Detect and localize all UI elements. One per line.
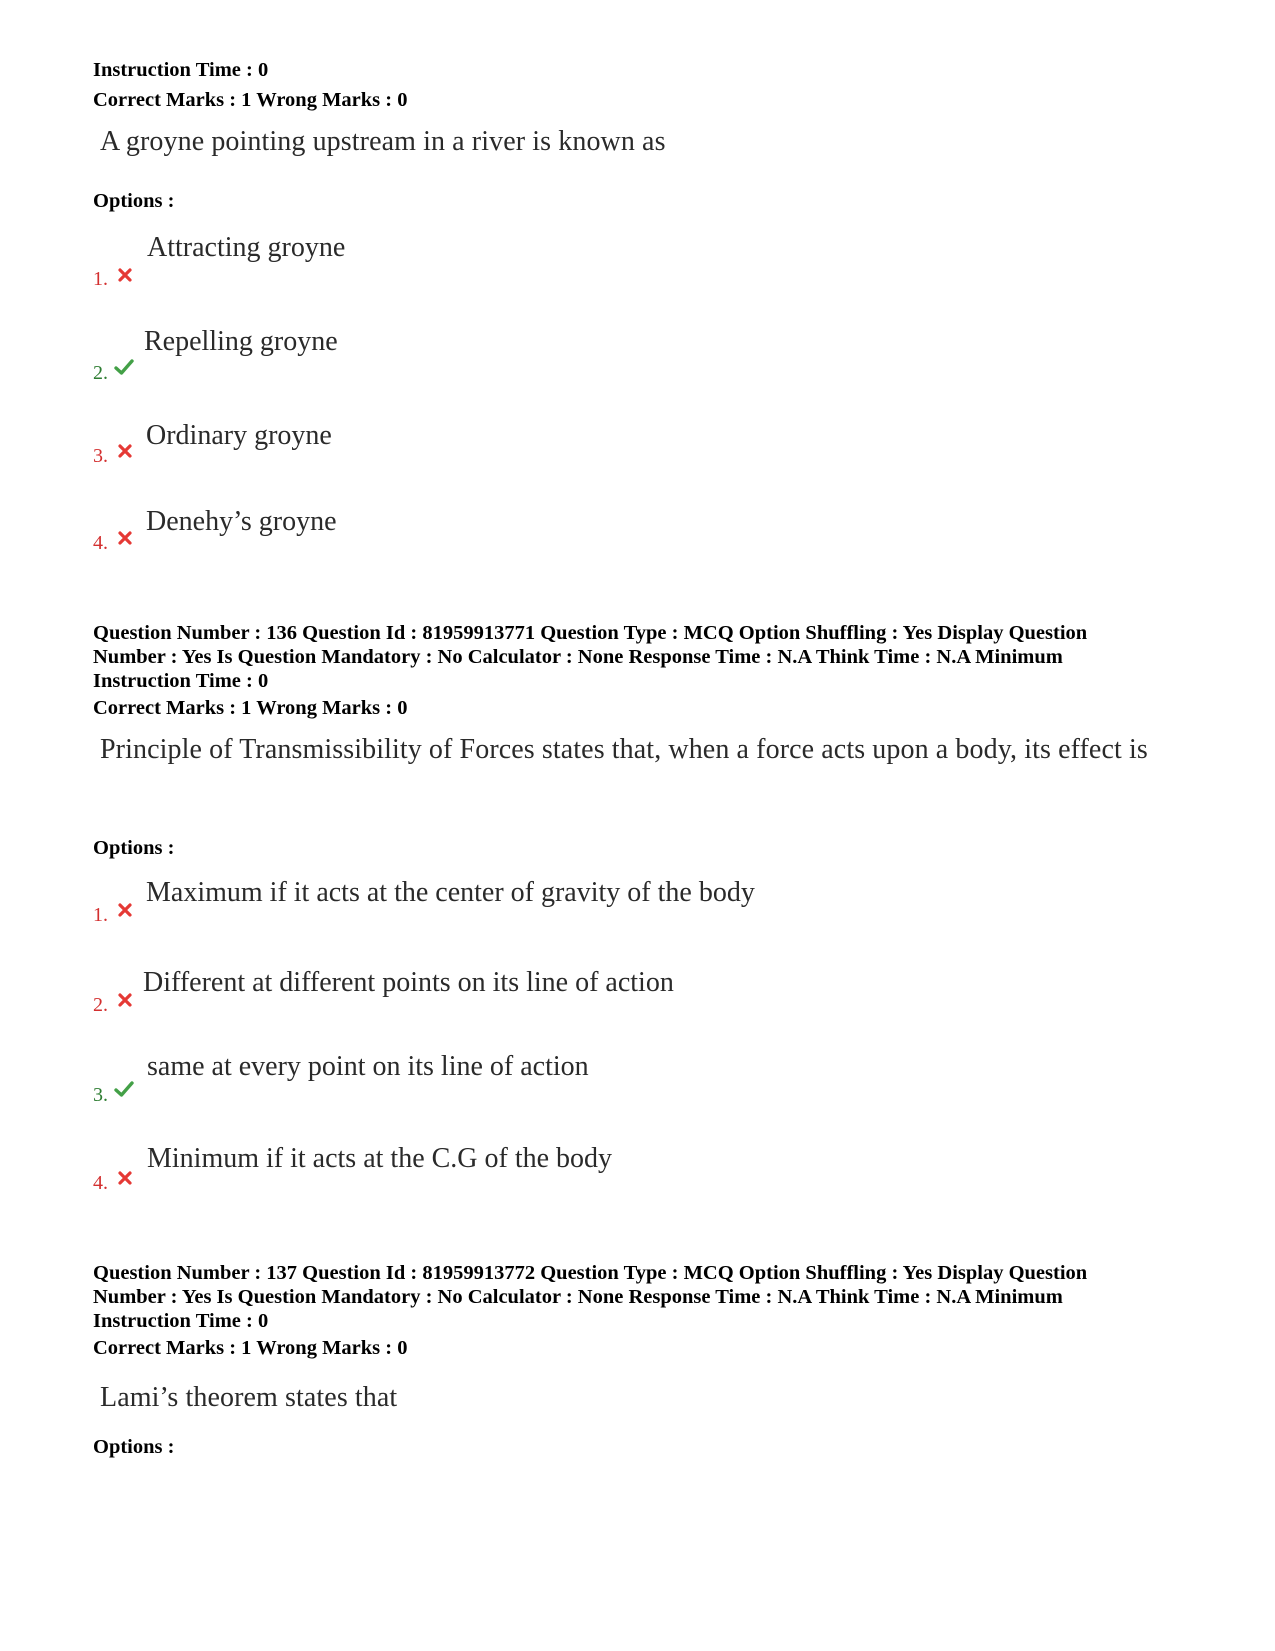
check-icon xyxy=(113,1080,135,1098)
question-header-line: Question Number : 137 Question Id : 81959913772 Question Type : MCQ Option Shuffling : Yes Display Question xyxy=(93,1262,1088,1284)
cross-icon xyxy=(116,266,134,284)
cross-icon xyxy=(116,1169,134,1187)
options-label: Options : xyxy=(93,1436,175,1458)
option-text: Denehy’s groyne xyxy=(146,506,337,537)
options-label: Options : xyxy=(93,190,175,212)
option-number: 1. xyxy=(93,268,108,290)
question-text: Principle of Transmissibility of Forces states that, when a force acts upon a body, its effect is xyxy=(100,734,1148,765)
check-icon xyxy=(113,358,135,376)
cross-icon xyxy=(116,901,134,919)
marks-line: Correct Marks : 1 Wrong Marks : 0 xyxy=(93,1337,408,1359)
option-number: 1. xyxy=(93,904,108,926)
option-text: Repelling groyne xyxy=(144,326,338,357)
cross-icon xyxy=(116,529,134,547)
option-text: Different at different points on its line of action xyxy=(143,967,674,998)
option-text: Minimum if it acts at the C.G of the body xyxy=(147,1143,613,1174)
option-text: Ordinary groyne xyxy=(146,420,332,451)
option-number: 4. xyxy=(93,1172,108,1194)
marks-line: Correct Marks : 1 Wrong Marks : 0 xyxy=(93,89,408,111)
instruction-time: Instruction Time : 0 xyxy=(93,59,269,81)
instruction-time: Instruction Time : 0 xyxy=(93,1310,269,1332)
question-header-line: Number : Yes Is Question Mandatory : No Calculator : None Response Time : N.A Think Time : N.A Minimum xyxy=(93,1286,1063,1308)
question-text: Lami’s theorem states that xyxy=(100,1382,398,1413)
question-header-line: Question Number : 136 Question Id : 81959913771 Question Type : MCQ Option Shuffling : Yes Display Question xyxy=(93,622,1088,644)
marks-line: Correct Marks : 1 Wrong Marks : 0 xyxy=(93,697,408,719)
option-text: Maximum if it acts at the center of gravity of the body xyxy=(146,877,755,908)
question-text: A groyne pointing upstream in a river is known as xyxy=(100,126,666,157)
option-number: 2. xyxy=(93,362,108,384)
instruction-time: Instruction Time : 0 xyxy=(93,670,269,692)
cross-icon xyxy=(116,991,134,1009)
option-text: same at every point on its line of action xyxy=(147,1051,589,1082)
option-number: 2. xyxy=(93,994,108,1016)
option-text: Attracting groyne xyxy=(147,232,346,263)
question-header xyxy=(93,1261,1173,1333)
option-number: 4. xyxy=(93,532,108,554)
option-number: 3. xyxy=(93,1084,108,1106)
question-header xyxy=(93,621,1173,693)
option-number: 3. xyxy=(93,445,108,467)
question-header-line: Number : Yes Is Question Mandatory : No Calculator : None Response Time : N.A Think Time : N.A Minimum xyxy=(93,646,1063,668)
cross-icon xyxy=(116,442,134,460)
options-label: Options : xyxy=(93,837,175,859)
